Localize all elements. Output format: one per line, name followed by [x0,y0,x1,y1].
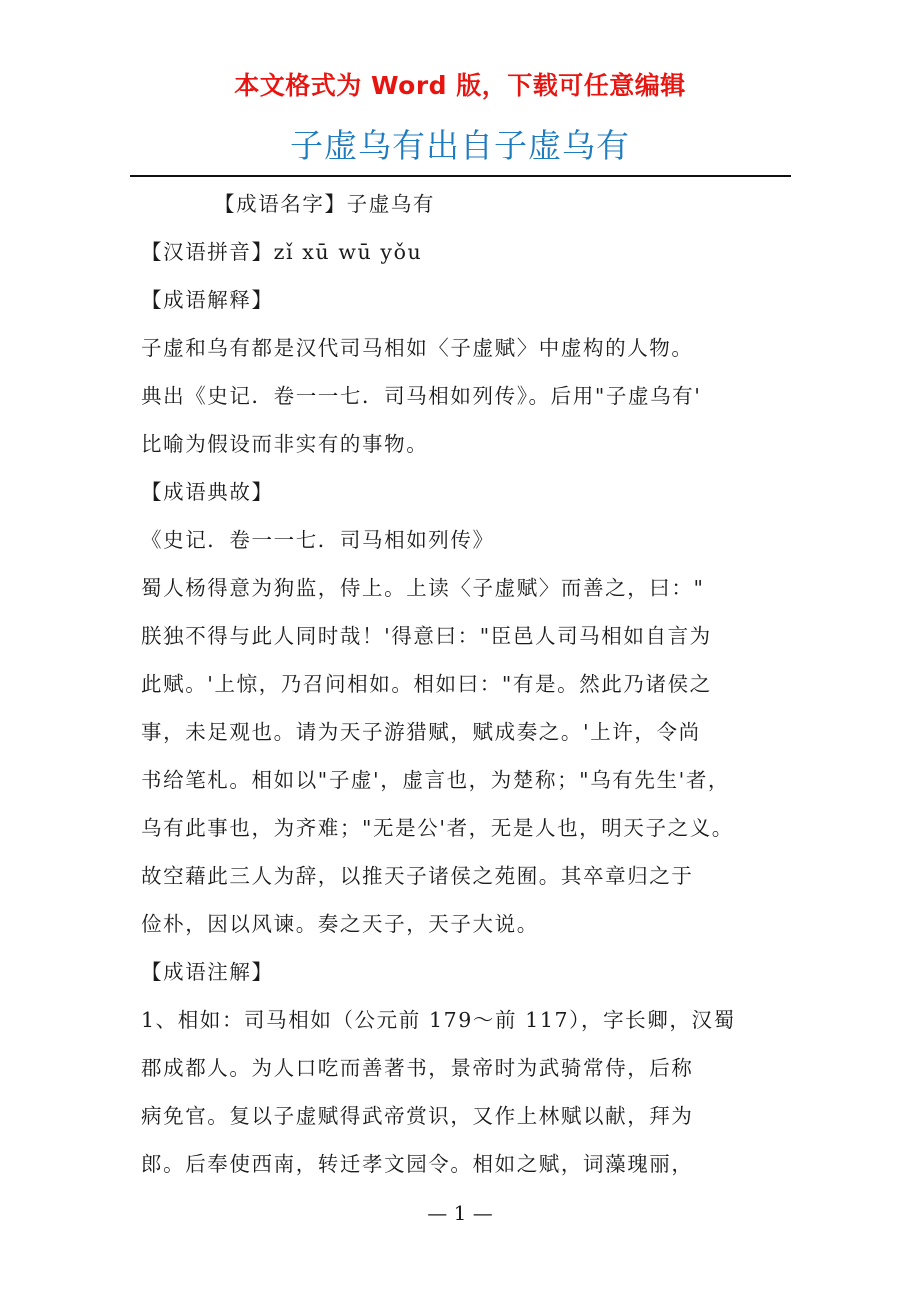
title-divider [130,175,791,177]
text-line: 事，未足观也。请为天子游猎赋，赋成奏之。'上许，令尚 [141,720,701,744]
text-line: 病免官。复以子虚赋得武帝赏识，又作上林赋以献，拜为 [141,1104,694,1128]
text-line: 此赋。'上惊，乃召问相如。相如曰："有是。然此乃诸侯之 [141,672,712,696]
text-line: 蜀人杨得意为狗监，侍上。上读〈子虚赋〉而善之，曰：" [141,576,705,600]
text-line: 1、相如：司马相如（公元前 179～前 117），字长卿，汉蜀 [141,1008,736,1032]
text-line: 子虚和乌有都是汉代司马相如〈子虚赋〉中虚构的人物。 [141,336,694,360]
document-body [141,180,801,1188]
text-line: 典出《史记．卷一一七．司马相如列传》。后用"子虚乌有' [141,384,702,408]
download-banner: 本文格式为 Word 版，下载可任意编辑 [234,71,686,100]
text-line: 书给笔札。相如以"子虚'，虚言也，为楚称；"乌有先生'者， [141,768,731,792]
text-line: 故空藉此三人为辞，以推天子诸侯之苑囿。其卒章归之于 [141,864,694,888]
section-heading-explanation: 【成语解释】 [141,288,274,312]
section-heading-notes: 【成语注解】 [141,960,274,984]
section-heading-allusion: 【成语典故】 [141,480,274,504]
text-line: 比喻为假设而非实有的事物。 [141,432,429,456]
text-line: 《史记．卷一一七．司马相如列传》 [141,528,495,552]
text-line: 乌有此事也，为齐难；"无是公'者，无是人也，明天子之义。 [141,816,734,840]
text-line: 朕独不得与此人同时哉！'得意曰："臣邑人司马相如自言为 [141,624,712,648]
text-line: 郡成都人。为人口吃而善著书，景帝时为武骑常侍，后称 [141,1056,694,1080]
idiom-name-line: 【成语名字】子虚乌有 [214,192,435,216]
pinyin-line: 【汉语拼音】zǐ xū wū yǒu [141,240,423,264]
page-title: 子虚乌有出自子虚乌有 [290,126,630,165]
text-line: 郎。后奉使西南，转迁孝文园令。相如之赋，词藻瑰丽， [141,1152,694,1176]
page-number: — 1 — [427,1201,493,1225]
text-line: 俭朴，因以风谏。奏之天子，天子大说。 [141,912,539,936]
